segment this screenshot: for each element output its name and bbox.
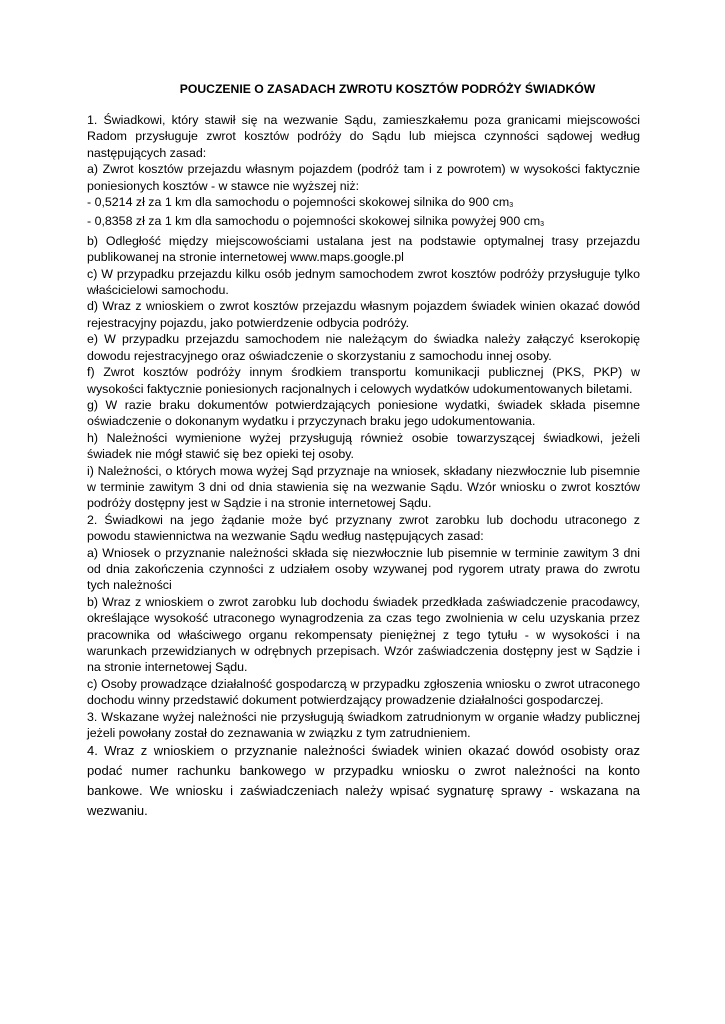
- paragraph-1a: a) Zwrot kosztów przejazdu własnym pojazdem (podróż tam i z powrotem) w wysokości faktycznie poniesionych kosztów - w stawce nie wyższej niż:: [87, 162, 640, 193]
- paragraph-1d: d) Wraz z wnioskiem o zwrot kosztów przejazdu własnym pojazdem świadek winien okazać dowód rejestracyjny pojazdu, jako potwierdzenie odbycia podróży.: [87, 299, 640, 330]
- document-page: [87, 82, 640, 821]
- paragraph-2c: c) Osoby prowadzące działalność gospodarczą w przypadku zgłoszenia wniosku o zwrot utraconego dochodu winny przedstawić dokument potwierdzający prowadzenie działalności gospodarczej.: [87, 676, 640, 708]
- rate-line-1: [87, 194, 640, 213]
- paragraph-2a: a) Wniosek o przyznanie należności składa się niezwłocznie lub pisemnie w terminie zawitym 3 dni od dnia zakończenia czynności z udziałem osoby wzywanej pod rygorem utraty prawa do zwrotu tych należności: [87, 545, 640, 593]
- paragraph-1i: i) Należności, o których mowa wyżej Sąd przyznaje na wniosek, składany niezwłocznie lub pisemnie w terminie zawitym 3 dni od dnia stawienia się na wezwanie Sądu. Wzór wniosku o zwrot kosztów podróży dostępny jest w Sądzie i na stronie internetowej Sądu.: [87, 463, 640, 511]
- paragraph-1g: g) W razie braku dokumentów potwierdzających poniesione wydatki, świadek składa pisemne oświadczenie o dokonanym wydatku i przyczynach braku jego udokumentowania.: [87, 397, 640, 429]
- rate-line-2-text: - 0,8358 zł za 1 km dla samochodu o pojemności skokowej silnika powyżej 900 cm: [87, 214, 541, 229]
- rate-line-2: [87, 213, 640, 232]
- paragraph-1e: e) W przypadku przejazdu samochodem nie należącym do świadka należy załączyć kserokopię dowodu rejestracyjnego oraz oświadczenie o skorzystaniu z samochodu innej osoby.: [87, 332, 640, 363]
- paragraph-1: 1. Świadkowi, który stawił się na wezwanie Sądu, zamieszkałemu poza granicami miejscowości Radom przysługuje zwrot kosztów podróży do Sądu lub miejsca czynności sądowej według następujących zasad:: [87, 113, 640, 160]
- rate-line-2-unit: 3: [540, 221, 545, 229]
- rate-line-1-unit: 3: [509, 202, 514, 210]
- paragraph-4: 4. Wraz z wnioskiem o przyznanie należności świadek winien okazać dowód osobisty oraz podać numer rachunku bankowego w przypadku wniosku o zwrot należności na konto bankowe. We wniosku i zaświadczeniach należy wpisać sygnaturę sprawy - wskazana na wezwaniu.: [87, 743, 640, 819]
- rate-line-1-text: - 0,5214 zł za 1 km dla samochodu o pojemności skokowej silnika do 900 cm: [87, 195, 510, 210]
- document-title: POUCZENIE O ZASADACH ZWROTU KOSZTÓW PODRÓŻY ŚWIADKÓW: [179, 82, 596, 96]
- paragraph-1b: b) Odległość między miejscowościami ustalana jest na podstawie optymalnej trasy przejazdu publikowanej na stronie internetowej www.maps.google.pl: [87, 233, 640, 265]
- paragraph-2: 2. Świadkowi na jego żądanie może być przyznany zwrot zarobku lub dochodu utraconego z powodu stawiennictwa na wezwanie Sądu według następujących zasad:: [87, 512, 640, 544]
- paragraph-2b: b) Wraz z wnioskiem o zwrot zarobku lub dochodu świadek przedkłada zaświadczenie pracodawcy, określające wysokość utraconego wynagrodzenia za czas tego zwolnienia w celu uzyskania przez pracownika od właściwego organu rekompensaty pieniężnej z tego tytułu - w wysokości i na warunkach przewidzianych w odrębnych przepisach. Wzór zaświadczenia dostępny jest w Sądzie i na stronie internetowej Sądu.: [87, 594, 640, 675]
- paragraph-3: 3. Wskazane wyżej należności nie przysługują świadkom zatrudnionym w organie władzy publicznej jeżeli powołany został do zeznawania w związku z tym zatrudnieniem.: [87, 709, 640, 741]
- document-body: [87, 112, 640, 821]
- paragraph-1h: h) Należności wymienione wyżej przysługują również osobie towarzyszącej świadkowi, jeżeli świadek nie mógł stawić się bez opieki tej osoby.: [87, 430, 640, 462]
- paragraph-1f: f) Zwrot kosztów podróży innym środkiem transportu komunikacji publicznej (PKS, PKP) w wysokości faktycznie poniesionych racjonalnych i celowych wydatków udokumentowanych biletami.: [87, 365, 640, 396]
- paragraph-1c: c) W przypadku przejazdu kilku osób jednym samochodem zwrot kosztów podróży przysługuje tylko właścicielowi samochodu.: [87, 266, 640, 298]
